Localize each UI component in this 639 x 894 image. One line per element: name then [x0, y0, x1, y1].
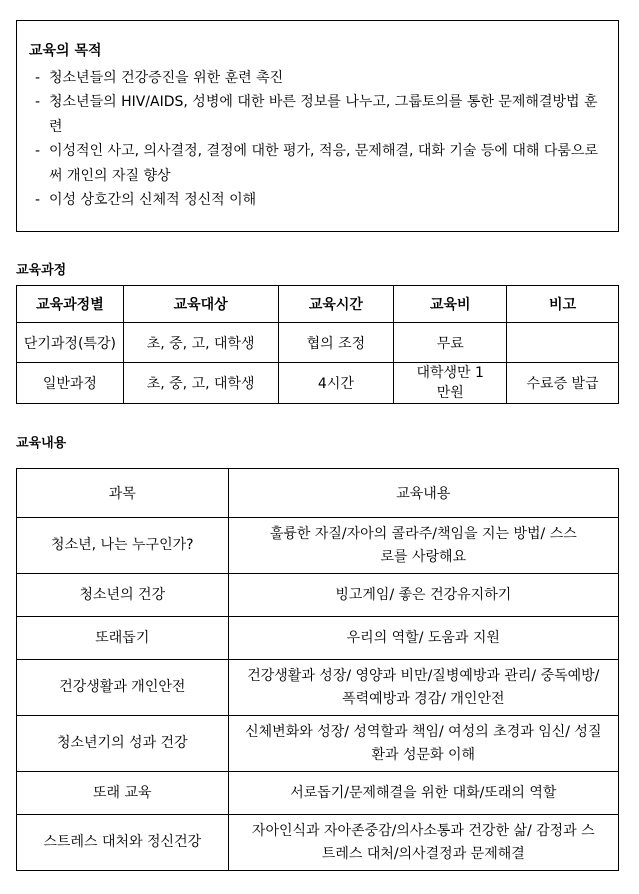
purpose-item: - 청소년들의 HIV/AIDS, 성병에 대한 바른 정보를 나누고, 그룹토의를 통한 문제해결방법 훈련 — [35, 94, 598, 135]
table-row — [17, 660, 619, 716]
table-row — [17, 518, 619, 574]
table-header-row — [17, 469, 619, 518]
purpose-item-text: 청소년들의 건강증진을 위한 훈련 촉진 — [49, 69, 284, 86]
subject-cell: 또래 교육 — [17, 772, 229, 815]
table-row — [17, 617, 619, 660]
table-row — [17, 363, 619, 404]
header-cell: 교육대상 — [123, 286, 278, 323]
purpose-item: - 이성 상호간의 신체적 정신적 이해 — [35, 192, 257, 208]
subject-cell: 건강생활과 개인안전 — [17, 660, 229, 716]
purpose-item-text: 이성 상호간의 신체적 정신적 이해 — [49, 192, 257, 208]
header-cell: 교육과정별 — [17, 286, 124, 323]
purpose-item: - 청소년들의 건강증진을 위한 훈련 촉진 — [35, 69, 284, 86]
content-cell: 빙고게임/ 좋은 건강유지하기 — [228, 574, 618, 617]
table-cell: 단기과정(특강) — [17, 323, 124, 363]
header-cell: 교육시간 — [278, 286, 394, 323]
subject-cell: 청소년기의 성과 건강 — [17, 716, 229, 772]
subject-cell: 또래돕기 — [17, 617, 229, 660]
table-cell: 일반과정 — [17, 363, 124, 404]
header-cell: 교육내용 — [228, 469, 618, 518]
education-purpose-box — [16, 20, 619, 232]
course-section-title: 교육과정 — [16, 263, 67, 278]
table-row — [17, 323, 619, 363]
table-row — [17, 815, 619, 871]
table-cell: 4시간 — [278, 363, 394, 404]
table-cell: 초, 중, 고, 대학생 — [123, 323, 278, 363]
subject-cell: 청소년의 건강 — [17, 574, 229, 617]
subject-cell: 청소년, 나는 누구인가? — [17, 518, 229, 574]
table-cell: 협의 조정 — [278, 323, 394, 363]
purpose-item-text: 이성적인 사고, 의사결정, 결정에 대한 평가, 적응, 문제해결, 대화 기술 등에 대해 다룸으로써 개인의 자질 향상 — [49, 143, 598, 184]
table-header-row — [17, 286, 619, 323]
content-cell: 훌륭한 자질/자아의 콜라주/책임을 지는 방법/ 스스로를 사랑해요 — [228, 518, 618, 574]
content-cell: 신체변화와 성장/ 성역할과 책임/ 여성의 초경과 임신/ 성질환과 성문화 이해 — [228, 716, 618, 772]
table-row — [17, 772, 619, 815]
subject-cell: 스트레스 대처와 정신건강 — [17, 815, 229, 871]
content-cell: 자아인식과 자아존중감/의사소통과 건강한 삶/ 감정과 스트레스 대처/의사결정과 문제해결 — [228, 815, 618, 871]
table-cell: 초, 중, 고, 대학생 — [123, 363, 278, 404]
header-cell: 과목 — [17, 469, 229, 518]
purpose-item-text: 청소년들의 HIV/AIDS, 성병에 대한 바른 정보를 나누고, 그룹토의를 통한 문제해결방법 훈련 — [49, 94, 598, 135]
table-cell: 수료증 발급 — [507, 363, 619, 404]
table-row — [17, 716, 619, 772]
header-cell: 비고 — [507, 286, 619, 323]
table-cell: 무료 — [394, 323, 507, 363]
header-cell: 교육비 — [394, 286, 507, 323]
content-cell: 서로돕기/문제해결을 위한 대화/또래의 역할 — [228, 772, 618, 815]
purpose-item: - 이성적인 사고, 의사결정, 결정에 대한 평가, 적응, 문제해결, 대화 기술 등에 대해 다룸으로써 개인의 자질 향상 — [35, 143, 598, 184]
purpose-title: 교육의 목적 — [29, 43, 102, 59]
table-cell — [507, 323, 619, 363]
content-cell: 건강생활과 성장/ 영양과 비만/질병예방과 관리/ 중독예방/폭력예방과 경감/ 개인안전 — [228, 660, 618, 716]
table-row — [17, 574, 619, 617]
content-section-title: 교육내용 — [16, 436, 67, 451]
content-table — [16, 468, 619, 871]
content-cell: 우리의 역할/ 도움과 지원 — [228, 617, 618, 660]
course-table — [16, 285, 619, 404]
table-cell: 대학생만 1만원 — [394, 363, 507, 404]
